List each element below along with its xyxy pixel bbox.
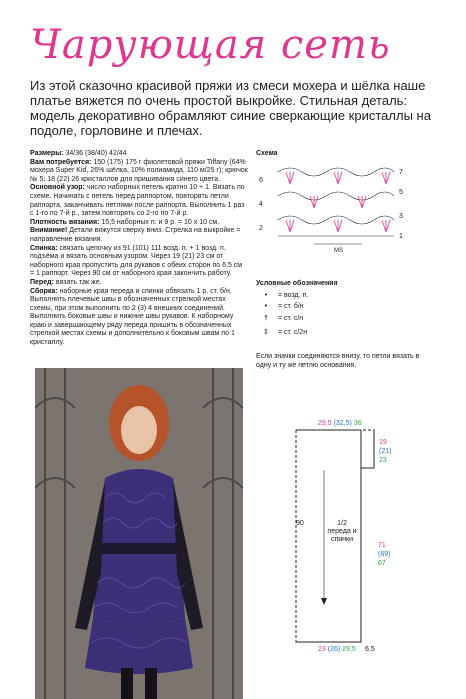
page-title: Чарующая сеть — [30, 22, 391, 68]
sizes-label: Размеры: — [30, 150, 64, 157]
model-photo-illustration — [35, 368, 243, 699]
row-label-4: 4 — [259, 201, 263, 208]
note-text: Если значки соединяются внизу, то петли вязать в одну и ту же петлю основания. — [256, 353, 420, 369]
bottom-width-a: 23 — [318, 646, 326, 653]
back-text: связать цепочку из 91 (101) 111 возд. п. + 1 возд. п. подъёма и вязать основным узором. Через 19 (21) 23 см от наборного края пропустить для рукавов с обеих сторон по 6,5 см = 1 раппорт. Через 90 см от наборного края закончить работу. — [30, 244, 243, 278]
row-label-5: 5 — [399, 189, 403, 196]
legend-title: Условные обозначения — [256, 280, 338, 287]
center-label: 1/2 переда и спинки — [327, 520, 357, 543]
assembly-label: Сборка: — [30, 287, 58, 295]
legend-text: = ст. с/н — [278, 315, 304, 322]
armhole-b: (21) — [379, 448, 392, 455]
row-label-1: 1 — [399, 233, 403, 240]
need-label: Вам потребуется: — [30, 158, 92, 166]
rapport-label: МS — [334, 248, 343, 254]
height-label: 90 — [296, 520, 304, 527]
legend-item-double — [260, 315, 303, 322]
top-width-a: 29,5 — [318, 420, 332, 427]
legend-text: = возд. п. — [278, 292, 309, 299]
front-text: вязать так же. — [53, 278, 102, 286]
legend-item-treble — [260, 329, 307, 336]
schema-title: Схема — [256, 150, 278, 157]
density-text: 15,5 наборных п. и 9 р. = 10 х 10 см. — [99, 218, 220, 226]
single-crochet-icon: • — [264, 303, 268, 310]
bottom-width-c: 29,5 — [342, 646, 356, 653]
top-width-label — [318, 420, 362, 427]
row-label-7: 7 — [399, 169, 403, 176]
double-crochet-icon: † — [264, 315, 268, 322]
armhole-a: 19 — [379, 439, 387, 446]
side-label — [378, 541, 390, 568]
sleeve-label: 6,5 — [365, 646, 375, 653]
top-width-b: (32,5) — [333, 420, 352, 427]
bottom-width-label — [318, 646, 356, 653]
chain-stitch-icon: • — [264, 292, 268, 299]
crochet-chart — [256, 160, 406, 255]
row-label-2: 2 — [259, 225, 263, 232]
side-a: 71 — [378, 542, 386, 549]
row-label-3: 3 — [399, 213, 403, 220]
back-label: Спинка: — [30, 244, 58, 252]
need-text: 150 (175) 175 г фиолетовой пряжи Tiffany (64% мохера Super Kid, 26% шёлка, 10% полиамида, 110 м/25 г); крючок № 5; 18 (22) 26 кристаллов для пришивания синего цвета. — [30, 158, 248, 183]
main-text: число наборных петель кратно 10 + 1. Вязать по схеме. Начинать с петель перед раппортом, повторять петли раппорта, заканчивать петлями после раппорта. Выполнить 1 раз с 1-го по 7-й р., затем повторять со 2-го по 7-й р. — [30, 184, 245, 218]
sizes-text: 34/36 (38/40) 42/44 — [63, 150, 127, 157]
legend-text: = ст. с/2н — [278, 329, 308, 336]
row-label-6: 6 — [259, 177, 263, 184]
assembly-text: наборные края переда и спинки обвязать 1 р. ст. б/н. Выполнить плечевые швы в обозначенных стрелкой местах схемы, при этом выполнить по 2 (3) 4 внешних соединений. Выполнить боковые швы и нижние швы рукавов. К наборному краю и завершающему ряду переда пришить в обозначенных стрелкой местах схемы и дополнительно к боковым швам по 1 кристаллу. — [30, 287, 235, 347]
legend-item-single — [260, 303, 304, 310]
legend-text: = ст. б/н — [278, 303, 304, 310]
armhole-c: 23 — [379, 457, 387, 464]
model-photo — [35, 368, 243, 699]
pattern-outline — [256, 410, 461, 695]
top-width-c: 36 — [353, 420, 362, 427]
legend-item-chain — [260, 292, 308, 299]
attention-text: Детали вяжутся сверху вниз. Стрелка на выкройке = направление вязания. — [30, 227, 241, 243]
side-c: 67 — [378, 560, 386, 567]
main-label: Основной узор: — [30, 184, 85, 192]
intro-text: Из этой сказочно красивой пряжи из смеси мохера и шёлка наше платье вяжется по очень простой выкройке. Стильная деталь: модель декоративно обрамляют синие сверкающие кристаллы на подоле, горловине и плечах. — [30, 78, 431, 138]
instructions — [30, 150, 248, 348]
density-label: Плотность вязания: — [30, 218, 100, 226]
side-b: (69) — [378, 551, 391, 558]
treble-crochet-icon: ‡ — [264, 329, 268, 336]
bottom-width-b: (26) — [327, 646, 341, 653]
armhole-label — [379, 438, 391, 465]
attention-label: Внимание! — [30, 227, 68, 235]
sewing-pattern — [256, 410, 461, 695]
front-label: Перед: — [30, 278, 54, 286]
